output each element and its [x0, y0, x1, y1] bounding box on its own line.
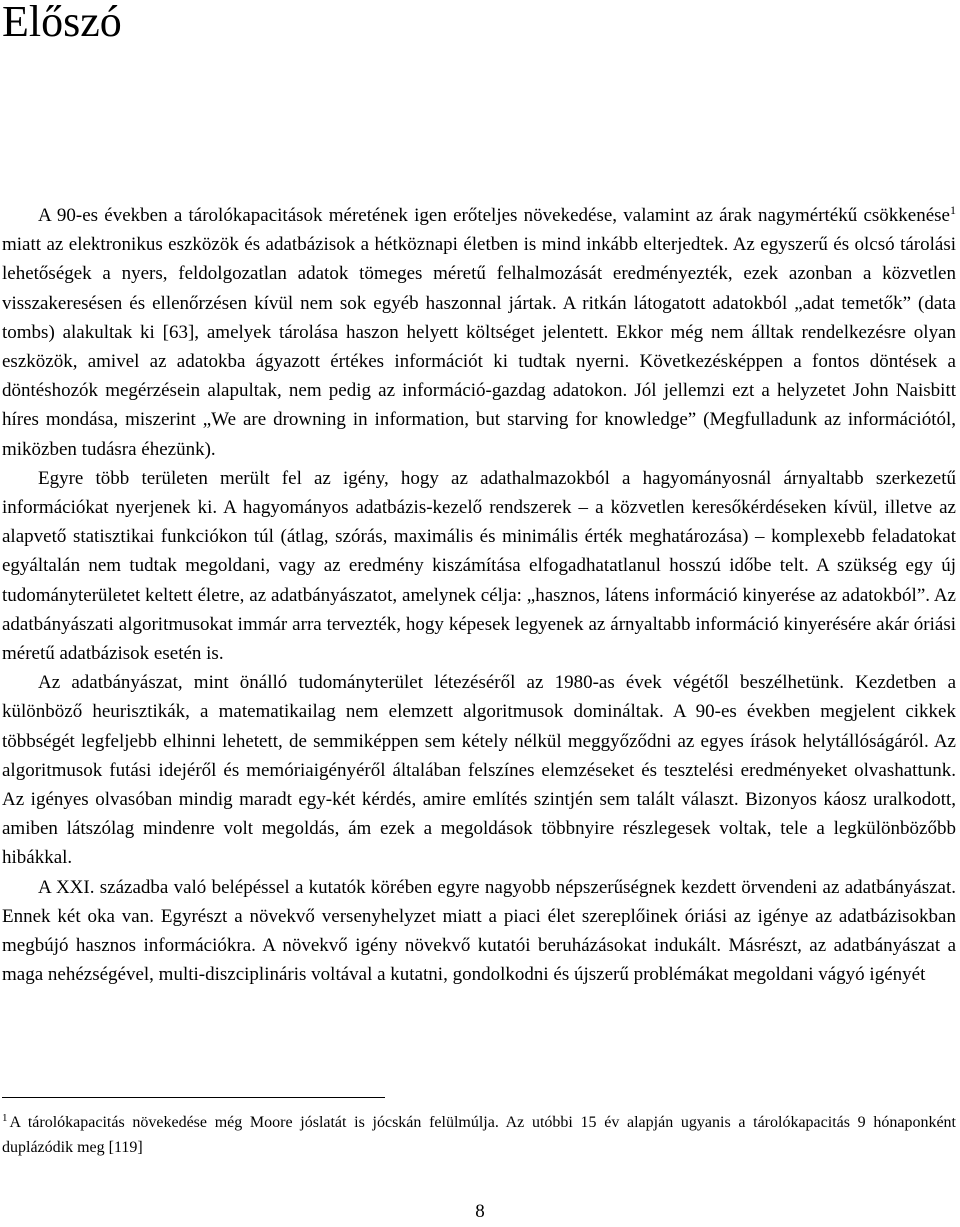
footnote-reference-1[interactable]: 1: [950, 203, 956, 217]
paragraph-4: A XXI. századba való belépéssel a kutatók körében egyre nagyobb népszerűségnek kezdett örvendeni az adatbányászat. Ennek két oka van. Egyrészt a növekvő versenyhelyzet miatt a piaci élet szereplőinek óriási az igénye az adatbázisokban megbújó hasznos információkra. A növekvő igény növekvő kutatói beruházásokat indukált. Másrészt, az adatbányászat a maga nehézségével, multi-diszciplináris voltával a kutatni, gondolkodni és újszerű problémákat megoldani vágyó igényét: [2, 876, 956, 986]
footnote-divider: [2, 1097, 385, 1098]
paragraph-3: Az adatbányászat, mint önálló tudományterület létezéséről az 1980-as évek végétől beszélhetünk. Kezdetben a különböző heurisztikák, a matematikailag nem elemzett algoritmusok domináltak. A 90-es években megjelent cikkek többségét legfeljebb elhinni lehetett, de semmiképpen sem kétely nélkül meggyőződni az egyes írások helytállóságáról. Az algoritmusok futási idejéről és memóriaigényéről általában felszínes elemzéseket és tesztelési eredményeket olvashattunk. Az igényes olvasóban mindig maradt egy-két kérdés, amire említés szintjén sem talált választ. Bizonyos káosz uralkodott, amiben látszólag mindenre volt megoldás, ám ezek a megoldások többnyire részlegesek voltak, tele a legkülönbözőbb hibákkal.: [2, 672, 956, 869]
paragraph-1-text-after-note: miatt az elektronikus eszközök és adatbázisok a hétköznapi életben is mind inkább elterjedtek. Az egyszerű és olcsó tárolási lehetőségek a nyers, feldolgozatlan adatok tömeges méretű felhalmozását eredményezték, ezek azonban a közvetlen visszakeresésen és ellenőrzésen kívül nem sok egyéb haszonnal jártak. A ritkán látogatott adatokból „adat temetők” (data tombs) alakultak ki [63], amelyek tárolása haszon helyett költséget jelentett. Ekkor még nem álltak rendelkezésre olyan eszközök, amivel az adatokba ágyazott értékes információt ki tudtak nyerni. Következésképpen a fontos döntések a döntéshozók megérzésein alapultak, nem pedig az információ-gazdag adatokon. Jól jellemzi ezt a helyzetet John Naisbitt híres mondása, miszerint „We are drowning in information, but starving for knowledge” (Megfulladunk az információtól, miközben tudásra éhezünk).: [2, 234, 956, 460]
footnote-mark: 1: [2, 1112, 8, 1124]
page-number: 8: [475, 1201, 485, 1222]
paragraph-1: [2, 201, 956, 464]
footnote-1: [2, 1106, 956, 1160]
paragraph-1-text-before-note: A 90-es években a tárolókapacitások méretének igen erőteljes növekedése, valamint az árak nagymértékű csökkenése: [38, 205, 950, 226]
page-title: Előszó: [2, 0, 122, 46]
body-text: [2, 201, 956, 989]
footnote-text: A tárolókapacitás növekedése még Moore jóslatát is jócskán felülmúlja. Az utóbbi 15 év alapján ugyanis a tárolókapacitás 9 hónaponként duplázódik meg [119]: [2, 1114, 956, 1156]
paragraph-2: Egyre több területen merült fel az igény, hogy az adathalmazokból a hagyományosnál árnyaltabb szerkezetű információkat nyerjenek ki. A hagyományos adatbázis-kezelő rendszerek – a közvetlen keresőkérdéseken kívül, illetve az alapvető statisztikai funkciókon túl (átlag, szórás, maximális és minimális érték meghatározása) – komplexebb feladatokat egyáltalán nem tudtak megoldani, vagy az eredmény kiszámítása elfogadhatatlanul hosszú időbe telt. A szükség egy új tudományterületet keltett életre, az adatbányászatot, amelynek célja: „hasznos, látens információ kinyerése az adatokból”. Az adatbányászati algoritmusokat immár arra tervezték, hogy képesek legyenek az árnyaltabb információ kinyerésére akár óriási méretű adatbázisok esetén is.: [2, 467, 956, 665]
